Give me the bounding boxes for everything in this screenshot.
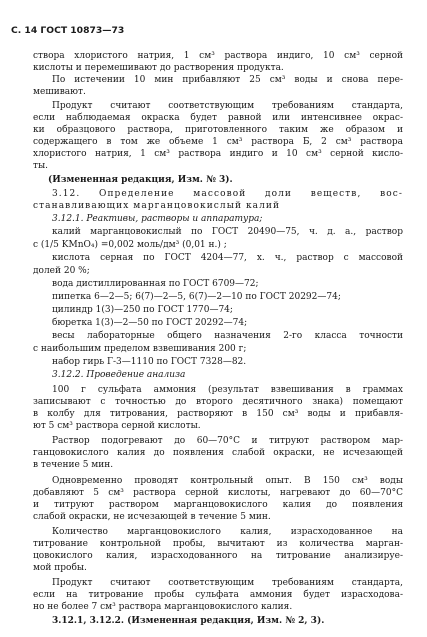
text-line: ки образцового раствора, приготовленного таким же образом и (33, 125, 403, 135)
text-line: 3.12. Определение массовой доли веществ, вос- (52, 189, 403, 199)
text-line: мешивают. (33, 87, 86, 97)
text-line: вода дистиллированная по ГОСТ 6709—72; (52, 279, 259, 289)
text-line: 3.12.1. Реактивы, растворы и аппаратура; (52, 214, 263, 224)
text-line: в колбу для титрования, растворяют в 150 см³ воды и прибавля- (33, 409, 403, 419)
text-line: мой пробы. (33, 563, 87, 573)
text-line: кислоты и перемешивают до растворения продукта. (33, 63, 284, 73)
text-line: бюретка 1(3)—2—50 по ГОСТ 20292—74; (52, 318, 248, 328)
text-line: кислота серная по ГОСТ 4204—77, х. ч., раствор с массовой (52, 253, 403, 263)
text-line: хлористого натрия, 1 см³ раствора индиго и 10 см³ серной кисло- (33, 149, 403, 159)
text-line: цилиндр 1(3)—250 по ГОСТ 1770—74; (52, 305, 233, 315)
page-header: С. 14 ГОСТ 10873—73 (11, 25, 125, 36)
text-line: слабой окраски, не исчезающей в течение 5 мин. (33, 512, 271, 522)
text-line: с наибольшим пределом взвешивания 200 г; (33, 344, 247, 354)
text-line: записывают с точностью до второго десятичного знака) помещают (33, 397, 403, 407)
text-line: набор гирь Г-3—1110 по ГОСТ 7328—82. (52, 357, 247, 367)
text-line: титрование контрольной пробы, вычитают из количества марган- (33, 539, 403, 549)
text-line: добавляют 5 см³ раствора серной кислоты, нагревают до 60—70°С (33, 488, 403, 498)
text-line: содержащего в том же объеме 1 см³ раствора Б, 2 см³ раствора (33, 137, 403, 147)
text-line: Количество марганцовокислого калия, израсходованное на (52, 527, 403, 537)
text-line: станавливающих марганцовокислый калий (33, 201, 281, 211)
text-line: ют 5 см³ раствора серной кислоты. (33, 421, 201, 431)
text-line: ганцовокислого калия до появления слабой окраски, не исчезающей (33, 448, 403, 458)
text-line: 3.12.2. Проведение анализа (52, 370, 186, 380)
text-line: долей 20 %; (33, 266, 90, 276)
text-line: если наблюдаемая окраска будет равной или интенсивнее окрас- (33, 113, 403, 123)
text-line: 100 г сульфата аммония (результат взвешивания в граммах (52, 385, 403, 395)
text-line: ты. (33, 161, 49, 171)
text-line: створа хлористого натрия, 1 см³ раствора индиго, 10 см³ серной (33, 51, 403, 61)
text-line: 3.12.1, 3.12.2. (Измененная редакция, Изм. № 2, 3). (52, 616, 325, 626)
text-line: с (1/5 KMnO₄) =0,002 моль/дм³ (0,01 н.) ; (33, 240, 227, 250)
text-line: Продукт считают соответствующим требованиям стандарта, (52, 578, 403, 588)
text-line: калий марганцовокислый по ГОСТ 20490—75, ч. д. а., раствор (52, 227, 403, 237)
text-line: в течение 5 мин. (33, 460, 114, 470)
text-line: весы лабораторные общего назначения 2-го класса точности (52, 331, 403, 341)
text-line: Одновременно проводят контрольный опыт. В 150 см³ воды (52, 476, 403, 486)
text-line: Продукт считают соответствующим требованиям стандарта, (52, 101, 403, 111)
text-line: Раствор подогревают до 60—70°С и титруют раствором мар- (52, 436, 403, 446)
text-line: если на титрование пробы сульфата аммония будет израсходова- (33, 590, 403, 600)
text-line: пипетка 6—2—5; 6(7)—2—5, 6(7)—2—10 по ГОСТ 20292—74; (52, 292, 341, 302)
text-line: (Измененная редакция, Изм. № 3). (48, 175, 233, 185)
text-line: цовокислого калия, израсходованного на титрование анализируе- (33, 551, 403, 561)
text-line: По истечении 10 мин прибавляют 25 см³ воды и снова пере- (52, 75, 403, 85)
text-line: и титруют раствором марганцовокислого калия до появления (33, 500, 403, 510)
text-line: но не более 7 см³ раствора марганцовокислого калия. (33, 602, 293, 612)
